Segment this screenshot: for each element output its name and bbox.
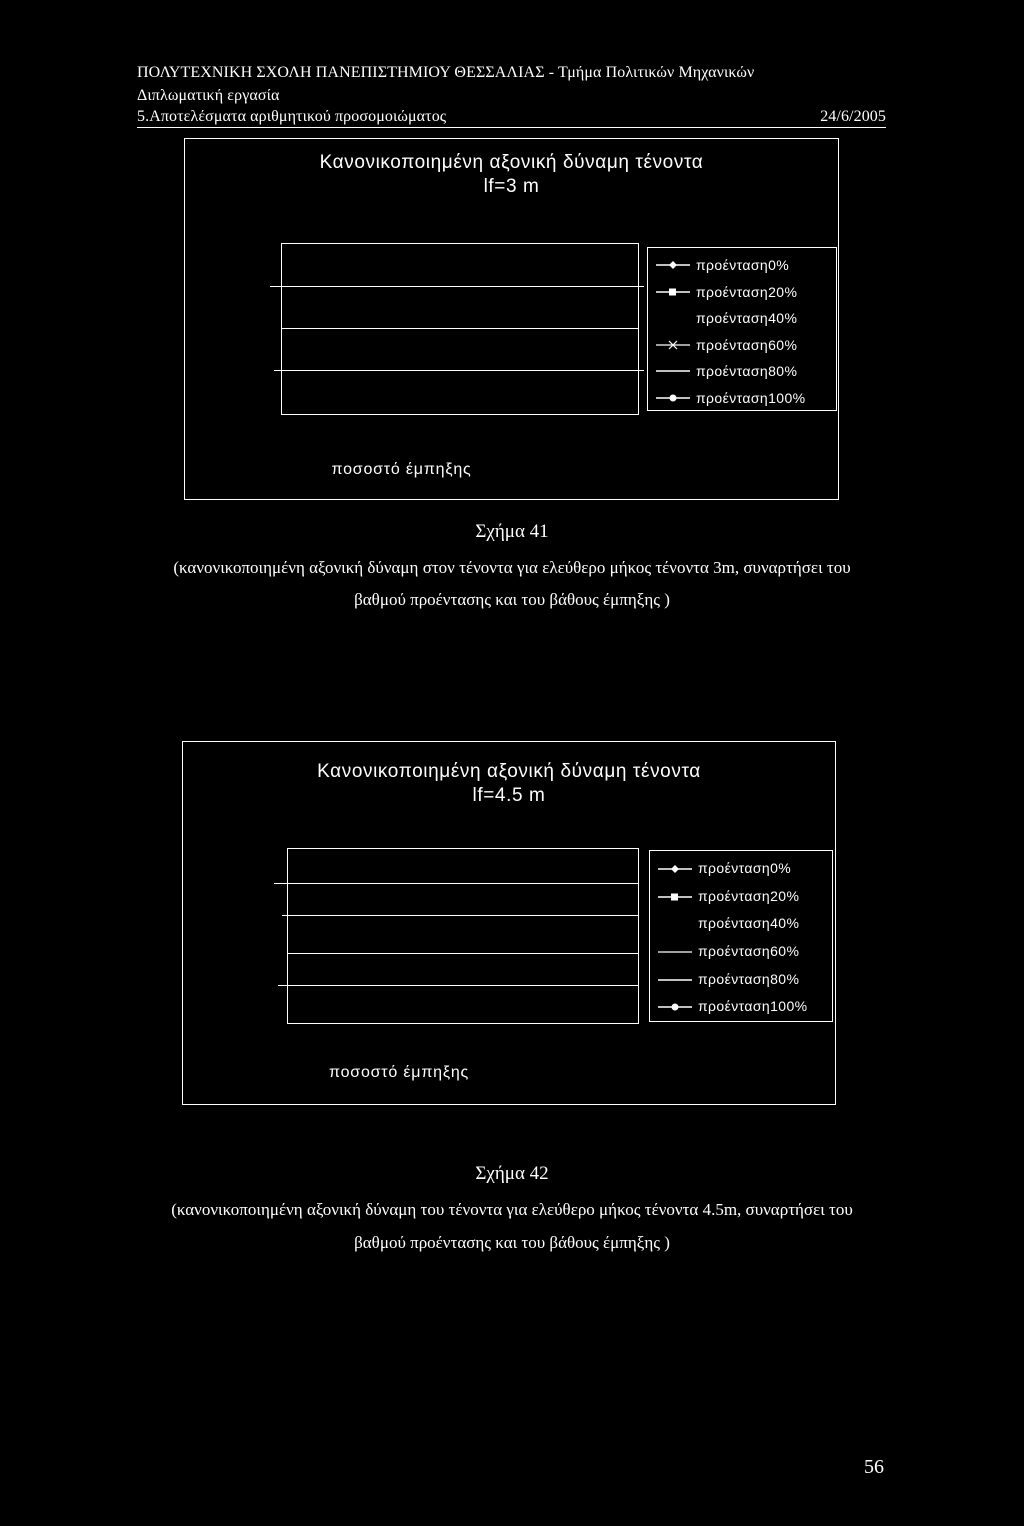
legend-item (648, 305, 836, 332)
header-doc-type: Διπλωματική εργασία (137, 87, 280, 104)
legend-label: προένταση40% (696, 310, 798, 326)
circle-marker-icon (658, 1002, 692, 1012)
legend-label: προένταση0% (698, 860, 792, 876)
chart-title-line: Κανονικοποιημένη αξονική δύναμη τένοντα (319, 152, 704, 173)
legend-label: προένταση100% (696, 389, 806, 406)
legend-label: προένταση40% (698, 915, 800, 932)
page-number: 56 (864, 1456, 884, 1478)
plot-area-2 (287, 848, 639, 1024)
legend-label: προένταση100% (698, 998, 808, 1015)
header-section: 5.Αποτελέσματα αριθμητικού προσομοιώματος (137, 108, 447, 125)
legend-item (648, 332, 836, 359)
chart-subtitle: lf=3 m (483, 176, 540, 197)
square-marker-icon (656, 287, 690, 297)
gridline (282, 915, 639, 916)
chart-title-1 (185, 151, 838, 199)
gridline (274, 370, 644, 371)
header-section-rule (137, 108, 886, 128)
gridline (278, 985, 639, 986)
gridline (282, 328, 638, 329)
legend-label: προένταση80% (696, 363, 798, 379)
diamond-marker-icon (658, 864, 692, 874)
legend-item (648, 252, 836, 279)
figure-number-41: Σχήμα 41 (475, 521, 549, 542)
legend-label: προένταση0% (696, 257, 790, 273)
no-marker-icon (656, 313, 690, 323)
circle-marker-icon (656, 393, 690, 403)
gridline (274, 883, 638, 884)
chart-title-2 (183, 760, 835, 808)
plain-line-icon (656, 366, 690, 376)
chart-frame-1 (184, 138, 839, 500)
header-date: 24/6/2005 (820, 108, 886, 125)
plain-line-icon (658, 947, 692, 957)
legend-label: προένταση60% (698, 943, 800, 960)
figure-caption-42-line2: βαθμού προέντασης και του βάθους έμπηξης ) (354, 1233, 670, 1252)
plain-line-icon (658, 975, 692, 985)
legend-item (648, 358, 836, 385)
legend-item (650, 993, 832, 1021)
diamond-marker-icon (656, 260, 690, 270)
legend-item (648, 279, 836, 306)
plot-area-1 (281, 243, 639, 415)
chart-title-line: Κανονικοποιημένη αξονική δύναμη τένοντα (317, 761, 701, 782)
gridline (270, 286, 644, 287)
legend-item (650, 938, 832, 966)
legend-label: προένταση60% (696, 336, 798, 353)
header-institution: ΠΟΛΥΤΕΧΝΙΚΗ ΣΧΟΛΗ ΠΑΝΕΠΙΣΤΗΜΙΟΥ ΘΕΣΣΑΛΙΑΣ - Τμήμα Πολιτικών Μηχανικών (137, 64, 755, 81)
figure-caption-42-line1: (κανονικοποιημένη αξονική δύναμη του τένοντα για ελεύθερο μήκος τένοντα 4.5m, συναρτήσει του (171, 1200, 853, 1219)
gridline (288, 953, 638, 954)
x-axis-label-2: ποσοστό έμπηξης (328, 1064, 470, 1081)
legend-2 (649, 850, 833, 1022)
figure-caption-41-line1: (κανονικοποιημένη αξονική δύναμη στον τένοντα για ελεύθερο μήκος τένοντα 3m, συναρτήσει του (173, 558, 851, 577)
square-marker-icon (658, 892, 692, 902)
no-marker-icon (658, 919, 692, 929)
chart-subtitle: lf=4.5 m (472, 785, 546, 806)
x-marker-icon (656, 340, 690, 350)
x-axis-label-1: ποσοστό έμπηξης (331, 461, 472, 478)
legend-item (650, 855, 832, 883)
legend-item (648, 385, 836, 412)
legend-item (650, 883, 832, 911)
legend-label: προένταση20% (698, 887, 800, 904)
legend-item (650, 910, 832, 938)
legend-label: προένταση80% (698, 970, 800, 987)
legend-1 (647, 247, 837, 411)
figure-number-42: Σχήμα 42 (475, 1163, 549, 1184)
figure-caption-41-line2: βαθμού προέντασης και του βάθους έμπηξης ) (354, 590, 670, 609)
chart-frame-2 (182, 741, 836, 1105)
legend-label: προένταση20% (696, 283, 798, 300)
legend-item (650, 966, 832, 994)
